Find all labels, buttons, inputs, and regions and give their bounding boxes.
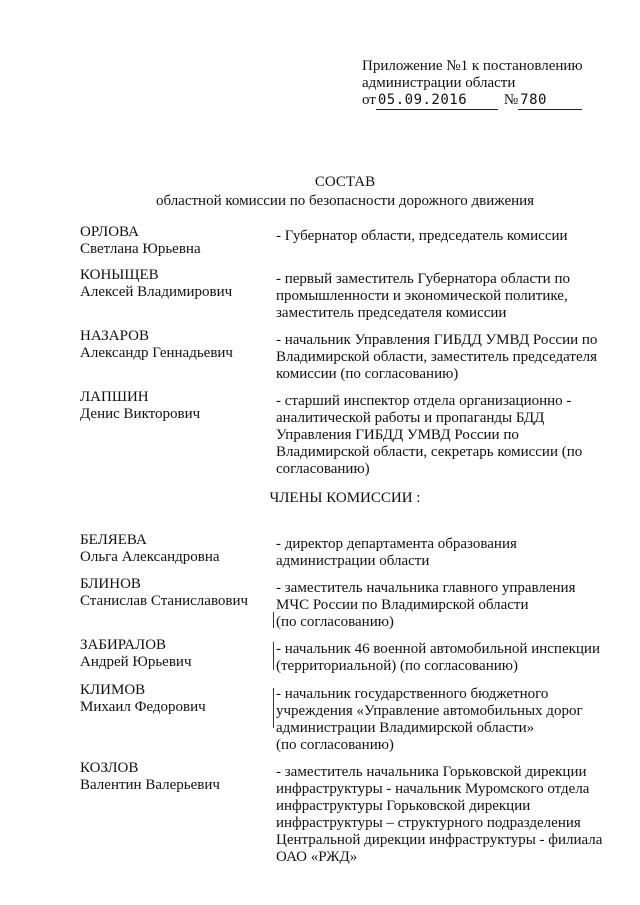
- members-heading: ЧЛЕНЫ КОМИССИИ :: [269, 490, 421, 506]
- scan-mark: [273, 642, 274, 670]
- person-role: [276, 641, 616, 675]
- person-surname: КЛИМОВ: [80, 682, 146, 698]
- role-line: учреждения «Управление автомобильных дорог: [276, 703, 583, 719]
- person-surname: КОНЫЩЕВ: [80, 267, 159, 283]
- person-role: [276, 536, 616, 570]
- role-line: промышленности и экономической политике,: [276, 288, 568, 304]
- role-line: (территориальной) (по согласованию): [276, 658, 518, 674]
- person-given-name: Станислав Станиславович: [80, 593, 249, 609]
- person-role: [276, 228, 616, 245]
- person-surname: ОРЛОВА: [80, 224, 139, 240]
- role-line: Владимирской области, секретарь комиссии (по: [276, 444, 583, 460]
- role-line: - заместитель начальника главного управления: [276, 580, 576, 596]
- role-line: (по согласованию): [276, 737, 394, 753]
- person-name: [80, 637, 280, 671]
- document-title: СОСТАВ: [314, 174, 376, 190]
- role-line: - заместитель начальника Горьковской дирекции: [276, 764, 587, 780]
- number-label: №: [503, 92, 519, 108]
- person-given-name: Михаил Федорович: [80, 699, 206, 715]
- number-value: 780: [518, 92, 582, 110]
- person-given-name: Валентин Валерьевич: [80, 777, 220, 793]
- annex-header: [362, 58, 622, 110]
- scan-mark: [273, 688, 274, 728]
- person-given-name: Алексей Владимирович: [80, 284, 233, 300]
- person-role: [276, 580, 616, 631]
- person-name: [80, 389, 280, 423]
- person-name: [80, 532, 280, 566]
- person-name: [80, 267, 280, 301]
- person-given-name: Андрей Юрьевич: [80, 654, 192, 670]
- person-surname: БЕЛЯЕВА: [80, 532, 147, 548]
- role-line: ОАО «РЖД»: [276, 849, 358, 865]
- person-name: [80, 328, 280, 362]
- role-line: заместитель председателя комиссии: [276, 305, 507, 321]
- document-subtitle: областной комиссии по безопасности дорожного движения: [155, 193, 535, 209]
- role-line: - директор департамента образования: [276, 536, 517, 552]
- role-line: администрации области: [276, 553, 430, 569]
- role-line: инфраструктуры – структурного подразделения: [276, 815, 581, 831]
- role-line: МЧС России по Владимирской области: [276, 597, 529, 613]
- person-given-name: Денис Викторович: [80, 406, 201, 422]
- person-role: [276, 764, 616, 866]
- role-line: - старший инспектор отдела организационно -: [276, 393, 572, 409]
- role-line: - первый заместитель Губернатора области по: [276, 271, 570, 287]
- person-name: [80, 760, 280, 794]
- annex-date-row: [362, 92, 622, 110]
- person-surname: НАЗАРОВ: [80, 328, 150, 344]
- person-surname: ЛАПШИН: [80, 389, 149, 405]
- person-surname: ЗАБИРАЛОВ: [80, 637, 167, 653]
- person-role: [276, 332, 616, 383]
- role-line: (по согласованию): [276, 614, 394, 630]
- person-given-name: Светлана Юрьевна: [80, 241, 201, 257]
- role-line: - Губернатор области, председатель комиссии: [276, 228, 568, 244]
- role-line: инфраструктуры - начальник Муромского отдела: [276, 781, 590, 797]
- person-given-name: Александр Геннадьевич: [80, 345, 233, 361]
- role-line: инфраструктуры Горьковской дирекции: [276, 798, 531, 814]
- role-line: комиссии (по согласованию): [276, 366, 459, 382]
- person-role: [276, 686, 616, 754]
- scan-mark: [273, 612, 274, 628]
- role-line: согласованию): [276, 461, 370, 477]
- date-prefix: от: [362, 92, 376, 108]
- role-line: - начальник 46 военной автомобильной инспекции: [276, 641, 600, 657]
- person-name: [80, 576, 280, 610]
- role-line: - начальник государственного бюджетного: [276, 686, 549, 702]
- role-line: аналитической работы и пропаганды БДД: [276, 410, 545, 426]
- person-given-name: Ольга Александровна: [80, 549, 220, 565]
- person-role: [276, 393, 616, 478]
- person-role: [276, 271, 616, 322]
- role-line: Центральной дирекции инфраструктуры - филиала: [276, 832, 603, 848]
- role-line: Владимирской области, заместитель председателя: [276, 349, 597, 365]
- date-value: 05.09.2016: [376, 92, 498, 110]
- person-name: [80, 682, 280, 716]
- annex-line-1: Приложение №1 к постановлению: [362, 58, 583, 74]
- person-name: [80, 224, 280, 258]
- person-surname: БЛИНОВ: [80, 576, 141, 592]
- role-line: - начальник Управления ГИБДД УМВД России по: [276, 332, 598, 348]
- person-surname: КОЗЛОВ: [80, 760, 139, 776]
- role-line: Управления ГИБДД УМВД России по: [276, 427, 519, 443]
- role-line: администрации Владимирской области»: [276, 720, 535, 736]
- annex-line-2: администрации области: [362, 75, 516, 91]
